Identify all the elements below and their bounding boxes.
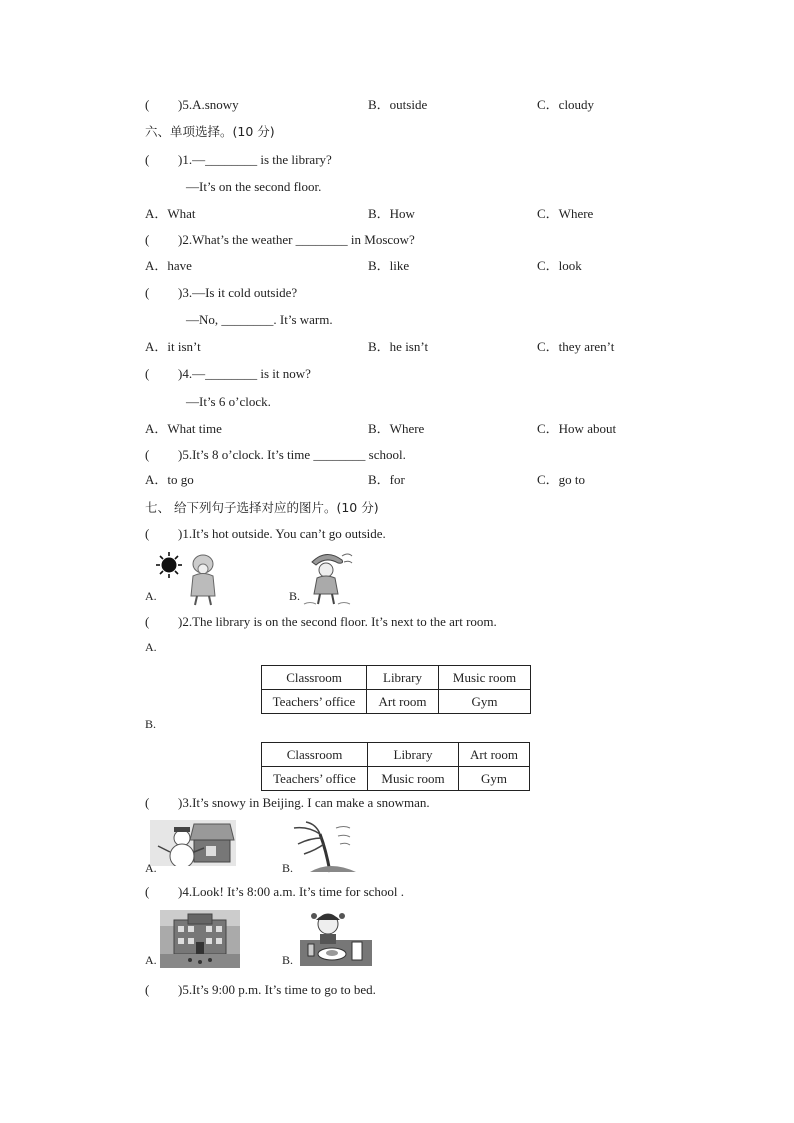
- label-b: B.: [289, 589, 301, 603]
- paren: (: [145, 526, 150, 541]
- breakfast-girl-icon: [298, 910, 374, 968]
- question-stem: )1.It’s hot outside. You can’t go outside.: [178, 526, 386, 541]
- option-b: B．Where: [368, 421, 425, 436]
- question-stem: )2.What’s the weather ________ in Moscow?: [178, 232, 415, 247]
- table-cell: Gym: [459, 767, 530, 791]
- option-b: B．for: [368, 472, 405, 487]
- table-cell: Library: [368, 743, 459, 767]
- option-c: C．Where: [537, 206, 594, 221]
- table-cell: Gym: [439, 690, 531, 714]
- section-heading: 七、 给下列句子选择对应的图片。(10 分): [145, 500, 379, 515]
- windy-tree-icon: [290, 820, 358, 874]
- option-c: C．look: [537, 258, 582, 273]
- label-a: A.: [145, 861, 157, 875]
- answer-line: —It’s on the second floor.: [186, 179, 322, 194]
- question-stem: )2.The library is on the second floor. It’s next to the art room.: [178, 614, 497, 629]
- option-b: B．How: [368, 206, 415, 221]
- table-cell: Library: [367, 666, 439, 690]
- label-b: B.: [145, 717, 157, 731]
- option-a: A．to go: [145, 472, 194, 487]
- answer-line: —No, ________. It’s warm.: [186, 312, 333, 327]
- question-stem: )5.A.snowy: [178, 97, 239, 112]
- paren: (: [145, 795, 150, 810]
- paren: (: [145, 232, 150, 247]
- table-row: [262, 666, 531, 690]
- label-a: A.: [145, 589, 157, 603]
- windy-girl-icon: [298, 550, 356, 606]
- paren: (: [145, 152, 150, 167]
- option-c: C．they aren’t: [537, 339, 615, 354]
- table-cell: Teachers’ office: [262, 767, 368, 791]
- option-c: C．cloudy: [537, 97, 595, 112]
- paren: (: [145, 982, 150, 997]
- question-stem: )5.It’s 9:00 p.m. It’s time to go to bed.: [178, 982, 376, 997]
- option-c: C．go to: [537, 472, 586, 487]
- option-a: A．What: [145, 206, 196, 221]
- table-cell: Music room: [368, 767, 459, 791]
- question-stem: )1.—________ is the library?: [178, 152, 332, 167]
- label-a: A.: [145, 953, 157, 967]
- snowman-house-icon: [150, 820, 236, 872]
- school-building-icon: [160, 910, 240, 968]
- table-cell: Classroom: [262, 666, 367, 690]
- table-cell: Music room: [439, 666, 531, 690]
- option-b: B．outside: [368, 97, 428, 112]
- option-b: B．like: [368, 258, 410, 273]
- option-a: A．What time: [145, 421, 222, 436]
- sun-hot-girl-icon: [155, 550, 221, 606]
- table-cell: Art room: [367, 690, 439, 714]
- paren: (: [145, 97, 150, 112]
- section-heading: 六、单项选择。(10 分): [145, 124, 275, 139]
- table-row: [262, 743, 530, 767]
- label-a: A.: [145, 640, 157, 654]
- table-row: [262, 767, 530, 791]
- label-b: B.: [282, 861, 294, 875]
- option-a: A．have: [145, 258, 192, 273]
- paren: (: [145, 884, 150, 899]
- paren: (: [145, 614, 150, 629]
- option-c: C．How about: [537, 421, 617, 436]
- question-stem: )5.It’s 8 o’clock. It’s time ________ school.: [178, 447, 406, 462]
- table-cell: Classroom: [262, 743, 368, 767]
- table-cell: Teachers’ office: [262, 690, 367, 714]
- option-a: A．it isn’t: [145, 339, 201, 354]
- paren: (: [145, 285, 150, 300]
- table-row: [262, 690, 531, 714]
- floor-plan-table-a: [261, 665, 531, 714]
- label-b: B.: [282, 953, 294, 967]
- paren: (: [145, 366, 150, 381]
- floor-plan-table-b: [261, 742, 530, 791]
- question-stem: )3.—Is it cold outside?: [178, 285, 298, 300]
- paren: (: [145, 447, 150, 462]
- question-stem: )4.Look! It’s 8:00 a.m. It’s time for school .: [178, 884, 405, 899]
- answer-line: —It’s 6 o’clock.: [186, 394, 271, 409]
- question-stem: )4.—________ is it now?: [178, 366, 311, 381]
- question-stem: )3.It’s snowy in Beijing. I can make a snowman.: [178, 795, 430, 810]
- table-cell: Art room: [459, 743, 530, 767]
- option-b: B．he isn’t: [368, 339, 429, 354]
